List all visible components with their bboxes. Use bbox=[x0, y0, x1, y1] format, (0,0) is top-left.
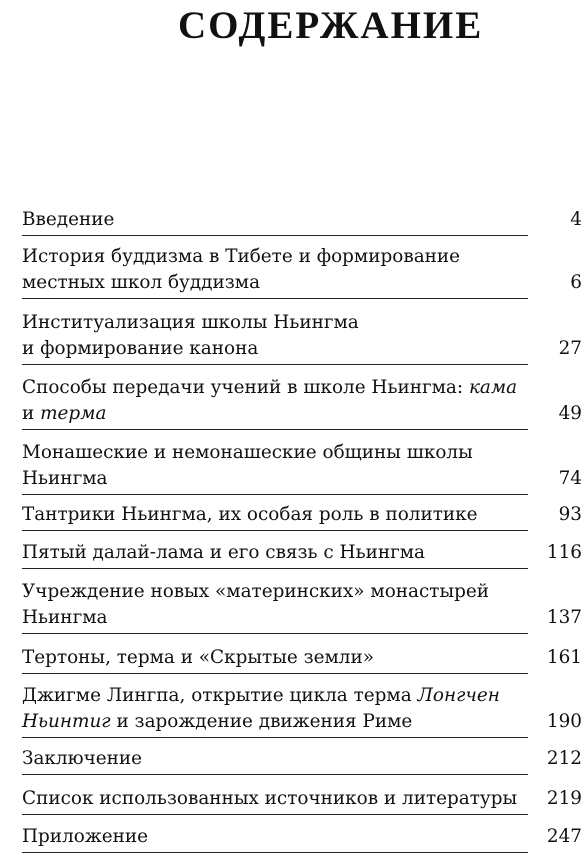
toc-entry-page: 247 bbox=[546, 826, 582, 847]
toc-entry-page: 49 bbox=[558, 403, 582, 424]
toc-entry-title: Тертоны, терма и «Скрытые земли» bbox=[22, 645, 528, 674]
toc-entry-page: 93 bbox=[558, 504, 582, 525]
toc-entry-title: Введение bbox=[22, 207, 528, 236]
toc-entry-page: 219 bbox=[546, 788, 582, 809]
toc-entry-title: Монашеские и немонашеские общины школы Ньингма bbox=[22, 440, 528, 495]
toc-entry-page: 27 bbox=[558, 338, 582, 359]
toc-entry-page: 74 bbox=[558, 468, 582, 489]
toc-entry-title: Институализация школы Ньингма и формирование канона bbox=[22, 310, 528, 365]
toc-entry-title: История буддизма в Тибете и формирование местных школ буддизма bbox=[22, 244, 528, 299]
toc-entry-title: Заключение bbox=[22, 746, 528, 775]
toc-entry-page: 161 bbox=[546, 647, 582, 668]
toc-entry-page: 212 bbox=[546, 748, 582, 769]
toc-entry-page: 190 bbox=[546, 711, 582, 732]
toc-entry-title: Тантрики Ньингма, их особая роль в политике bbox=[22, 502, 528, 531]
toc-entry-page: 4 bbox=[570, 209, 582, 230]
toc-entry-title: Учреждение новых «материнских» монастырей Ньингма bbox=[22, 579, 528, 634]
toc-entry-title: Пятый далай-лама и его связь с Ньингма bbox=[22, 540, 528, 569]
toc-entry-title: Джигме Лингпа, открытие цикла терма Лонгчен Ньинтиг и зарождение движения Риме bbox=[22, 683, 528, 738]
page-title: СОДЕРЖАНИЕ bbox=[178, 4, 484, 47]
toc-entry-title: Приложение bbox=[22, 824, 528, 853]
toc-entry-page: 137 bbox=[546, 607, 582, 628]
toc-entry-page: 116 bbox=[546, 542, 582, 563]
toc-entry-page: 6 bbox=[570, 272, 582, 293]
toc-entry-title: Список использованных источников и литературы bbox=[22, 786, 528, 815]
toc-entry-title: Способы передачи учений в школе Ньингма: кама и терма bbox=[22, 375, 528, 430]
